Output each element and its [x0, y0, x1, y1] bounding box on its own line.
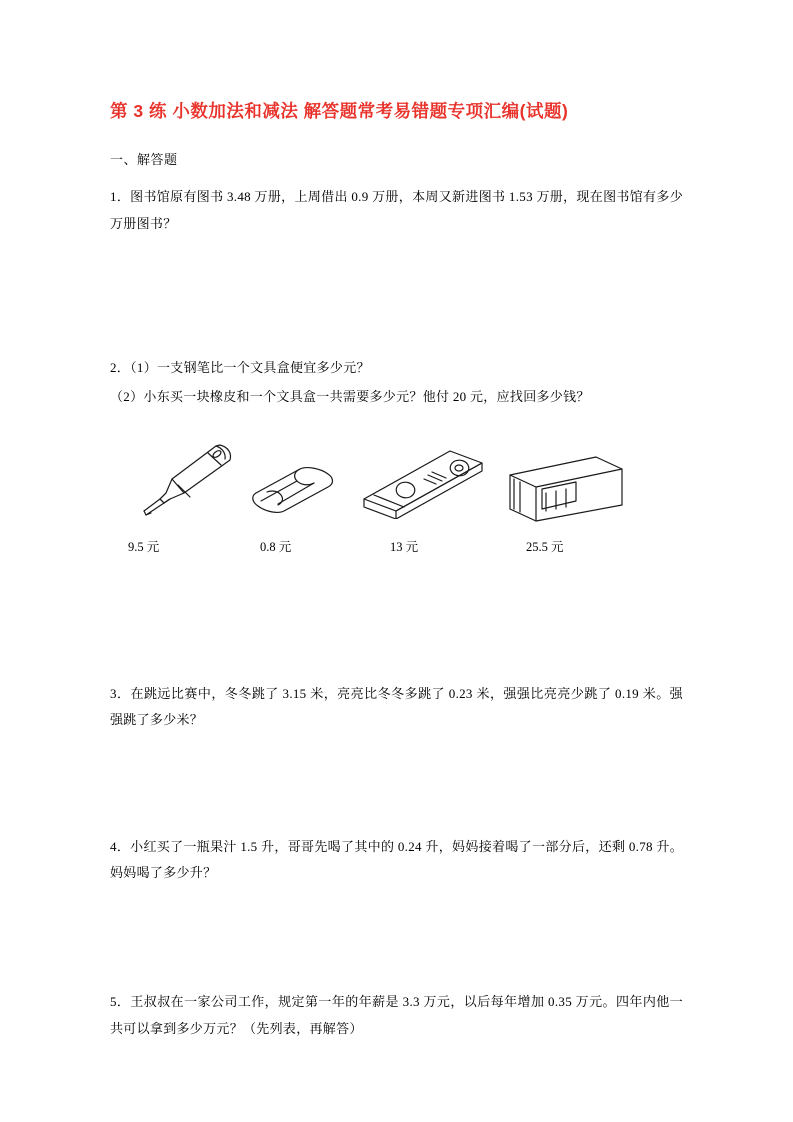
question-4-text: 小红买了一瓶果汁 1.5 升，哥哥先喝了其中的 0.24 升，妈妈接着喝了一部分后，还剩 0.78 升。妈妈喝了多少升？: [110, 838, 683, 881]
price-eraser: 0.8 元: [260, 539, 292, 554]
question-1-text: 图书馆原有图书 3.48 万册，上周借出 0.9 万册，本周又新进图书 1.53 万册，现在图书馆有多少万册图书？: [110, 189, 683, 231]
price-fountain-pen: 9.5 元: [128, 539, 160, 554]
price-items-illustration: [110, 425, 683, 535]
price-pencil-case: 13 元: [390, 539, 419, 554]
eraser-icon: [248, 463, 340, 519]
question-1: [110, 184, 683, 237]
question-2-part1: [110, 355, 683, 382]
question-5: [110, 989, 683, 1042]
question-2-part2-text: （2）小东买一块橡皮和一个文具盒一共需要多少元？他付 20 元，应找回多少钱？: [110, 388, 590, 404]
section-heading: 一、解答题: [110, 152, 178, 167]
question-2-part2: [110, 384, 683, 411]
price-labels: [110, 537, 683, 563]
question-3-number: 3．: [110, 685, 131, 701]
fountain-pen-icon: [120, 437, 240, 517]
question-3: [110, 681, 683, 734]
question-2-part1-text: （1）一支钢笔比一个文具盒便宜多少元？: [130, 360, 370, 376]
price-book: 25.5 元: [526, 539, 564, 554]
book-icon: [500, 453, 630, 523]
question-4: [110, 834, 683, 887]
question-2-number: 2．: [110, 360, 131, 376]
question-5-number: 5．: [110, 994, 131, 1010]
page-title: 第 3 练 小数加法和减法 解答题常考易错题专项汇编(试题): [110, 101, 569, 121]
question-5-text: 王叔叔在一家公司工作，规定第一年的年薪是 3.3 万元，以后每年增加 0.35 万元。四年内他一共可以拿到多少万元？（先列表，再解答）: [110, 994, 683, 1036]
question-3-text: 在跳远比赛中，冬冬跳了 3.15 米，亮亮比冬冬多跳了 0.23 米，强强比亮亮少跳了 0.19 米。强强跳了多少米？: [110, 685, 683, 728]
question-1-number: 1．: [110, 189, 131, 204]
pencil-case-icon: [358, 447, 488, 519]
question-4-number: 4．: [110, 838, 131, 854]
